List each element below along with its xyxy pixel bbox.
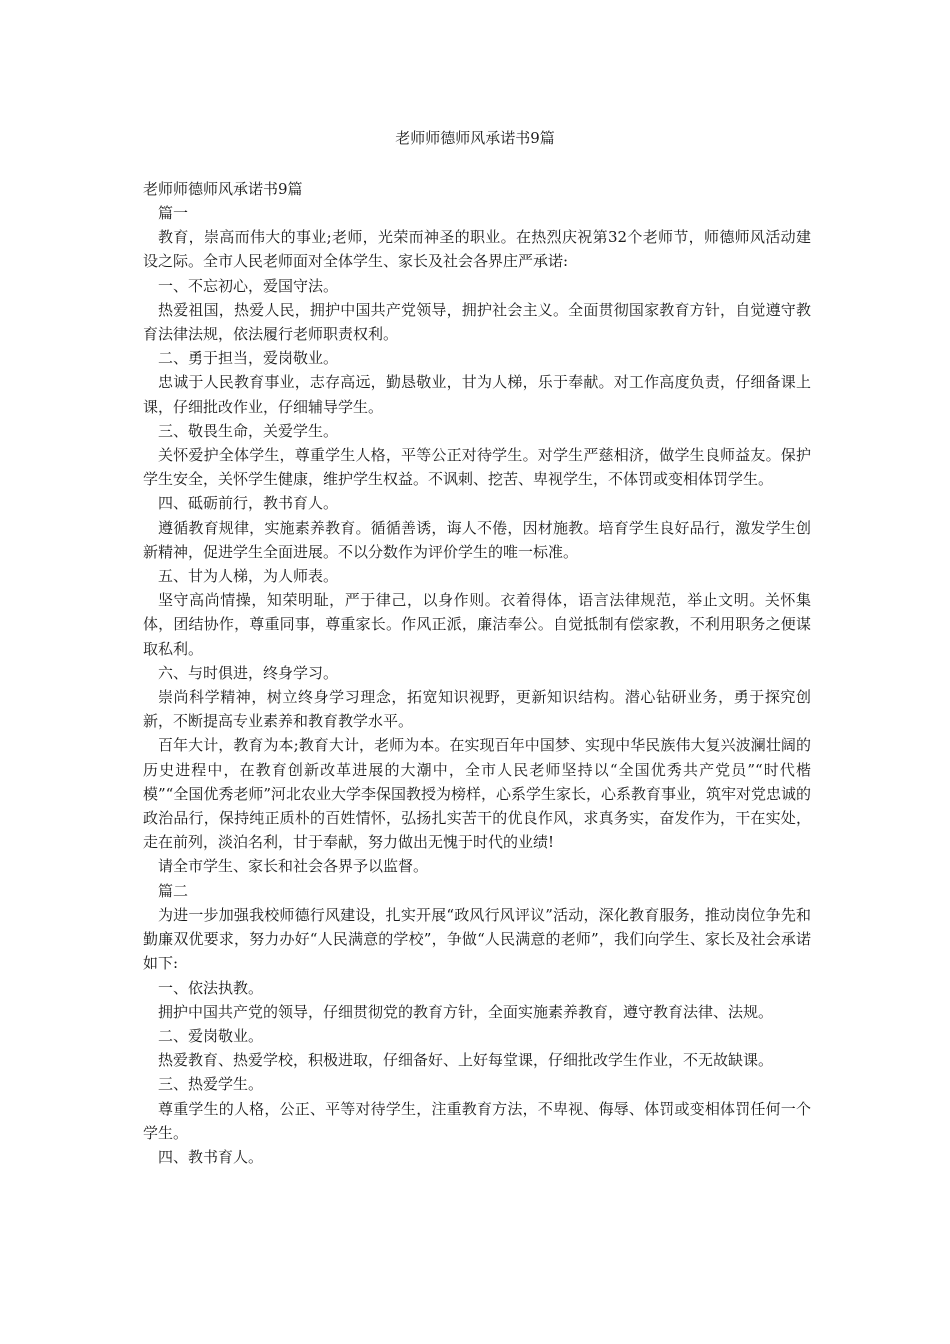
- paragraph: 拥护中国共产党的领导，仔细贯彻党的教育方针，全面实施素养教育，遵守教育法律、法规。: [158, 1002, 774, 1021]
- paragraph: 遵循教育规律，实施素养教育。循循善诱，诲人不倦，因材施教。培育学生良好品行，激发学生创新精神，促进学生全面进展。不以分数作为评价学生的唯一标准。: [143, 518, 811, 561]
- paragraph: 崇尚科学精神，树立终身学习理念，拓宽知识视野，更新知识结构。潜心钻研业务，勇于探究创新，不断提高专业素养和教育教学水平。: [143, 688, 811, 731]
- paragraph: 热爱祖国，热爱人民，拥护中国共产党领导，拥护社会主义。全面贯彻国家教育方针，自觉遵守教育法律法规，依法履行老师职责权利。: [143, 300, 811, 344]
- item-heading: 一、不忘初心，爱国守法。: [158, 276, 339, 295]
- item-heading: 一、依法执教。: [158, 978, 264, 997]
- item-heading: 三、敬畏生命，关爱学生。: [158, 421, 339, 440]
- paragraph: 为进一步加强我校师德行风建设，扎实开展“政风行风评议”活动，深化教育服务，推动岗位争先和勤廉双优要求，努力办好“人民满意的学校”，争做“人民满意的老师”，我们向学生、家长及社会承诺如下:: [143, 905, 811, 973]
- item-heading: 五、甘为人梯，为人师表。: [158, 567, 339, 586]
- item-heading: 二、勇于担当，爱岗敬业。: [158, 349, 339, 368]
- paragraph: 坚守高尚情操，知荣明耻，严于律己，以身作则。衣着得体，语言法律规范，举止文明。关怀集体，团结协作，尊重同事，尊重家长。作风正派，廉洁奉公。自觉抵制有偿家教，不利用职务之便谋取私利。: [143, 591, 811, 658]
- section-heading: 篇二: [158, 881, 189, 900]
- item-heading: 四、砥砺前行，教书育人。: [158, 494, 339, 513]
- item-heading: 三、热爱学生。: [158, 1075, 264, 1094]
- paragraph: 关怀爱护全体学生，尊重学生人格，平等公正对待学生。对学生严慈相济，做学生良师益友。保护学生安全，关怀学生健康，维护学生权益。不讽刺、挖苦、卑视学生，不体罚或变相体罚学生。: [143, 446, 811, 489]
- paragraph: 热爱教育、热爱学校，积极进取，仔细备好、上好每堂课，仔细批改学生作业，不无故缺课。: [158, 1051, 774, 1070]
- paragraph: 忠诚于人民教育事业，志存高远，勤恳敬业，甘为人梯，乐于奉献。对工作高度负责，仔细备课上课，仔细批改作业，仔细辅导学生。: [143, 373, 811, 416]
- paragraph: 请全市学生、家长和社会各界予以监督。: [158, 857, 429, 876]
- paragraph: 教育，崇高而伟大的事业;老师，光荣而神圣的职业。在热烈庆祝第32个老师节，师德师风活动建设之际。全市人民老师面对全体学生、家长及社会各界庄严承诺:: [143, 228, 811, 271]
- item-heading: 二、爱岗敬业。: [158, 1026, 264, 1045]
- item-heading: 六、与时俱进，终身学习。: [158, 663, 339, 682]
- item-heading: 四、教书育人。: [158, 1147, 264, 1166]
- document-title: 老师师德师风承诺书9篇: [395, 129, 555, 147]
- document-body: [143, 177, 811, 1169]
- section-heading: 篇一: [158, 204, 189, 222]
- paragraph: 百年大计，教育为本;教育大计，老师为本。在实现百年中国梦、实现中华民族伟大复兴波澜壮阔的历史进程中，在教育创新改革进展的大潮中，全市人民老师坚持以“全国优秀共产党员”“时代楷模”“全国优秀老师”河北农业大学李保国教授为榜样，心系学生家长，心系教育事业，筑牢对党忠诚的政治品行，保持纯正质朴的百姓情怀，弘扬扎实苦干的优良作风，求真务实，奋发作为，干在实处，走在前列，淡泊名利，甘于奉献，努力做出无愧于时代的业绩!: [143, 736, 812, 852]
- document-subtitle: 老师师德师风承诺书9篇: [143, 180, 303, 198]
- paragraph: 尊重学生的人格，公正、平等对待学生，注重教育方法，不卑视、侮辱、体罚或变相体罚任何一个学生。: [143, 1099, 811, 1142]
